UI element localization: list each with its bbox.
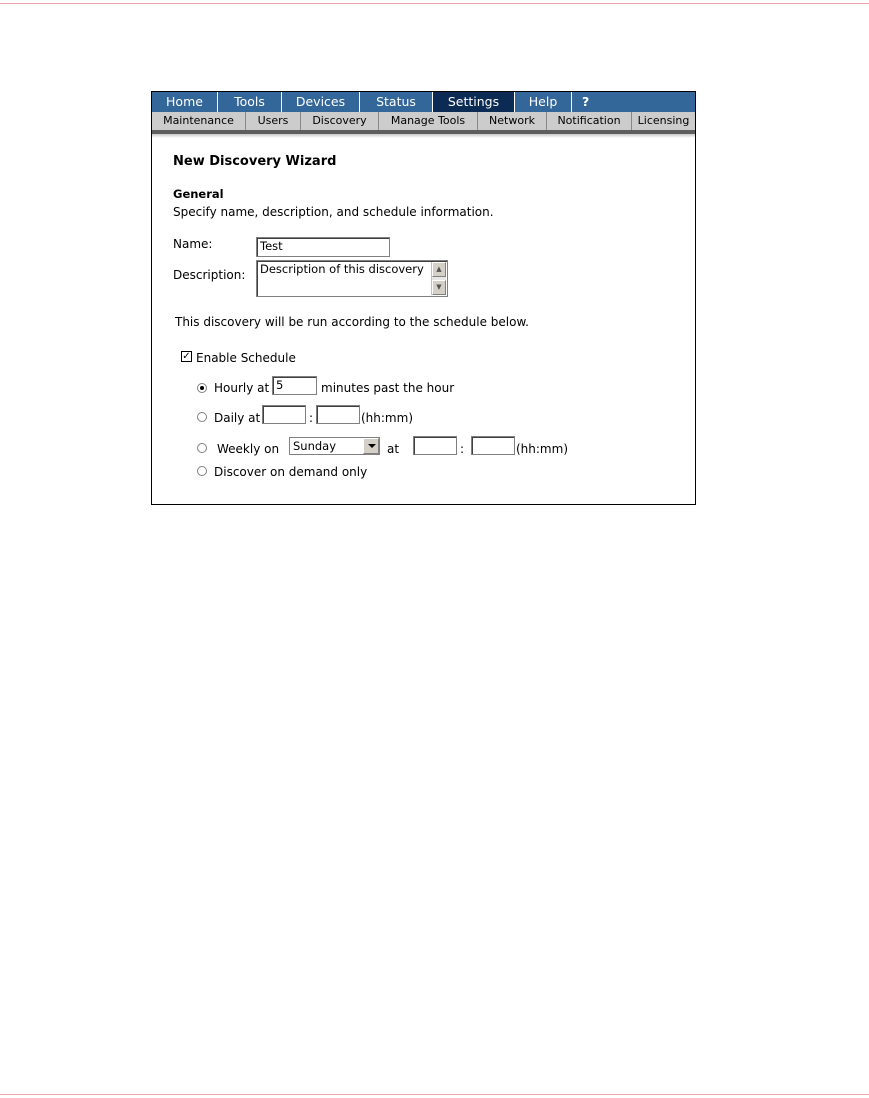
enable-schedule-label[interactable]: Enable Schedule	[196, 351, 296, 365]
hourly-radio[interactable]	[197, 383, 207, 393]
main-tab-tools[interactable]: Tools	[218, 92, 282, 112]
sub-tab-manage-tools[interactable]: Manage Tools	[379, 112, 478, 130]
sub-tab-discovery[interactable]: Discovery	[301, 112, 379, 130]
main-tab-home[interactable]: Home	[152, 92, 218, 112]
daily-hour-field[interactable]	[262, 405, 306, 424]
weekly-at-label: at	[387, 442, 400, 456]
description-scrollbar[interactable]	[431, 262, 446, 295]
on-demand-radio[interactable]	[197, 466, 207, 476]
weekly-radio[interactable]	[197, 443, 207, 453]
description-label: Description:	[173, 268, 246, 282]
main-tab-settings[interactable]: Settings	[433, 92, 515, 112]
weekly-minute-field[interactable]	[471, 436, 515, 455]
sub-tab-licensing[interactable]: Licensing	[637, 114, 690, 127]
weekly-label[interactable]: Weekly on	[217, 442, 280, 456]
hourly-suffix: minutes past the hour	[321, 381, 455, 395]
daily-minute-field[interactable]	[316, 405, 360, 424]
daily-radio[interactable]	[197, 412, 207, 422]
name-label: Name:	[173, 237, 213, 251]
main-tab-status[interactable]: Status	[360, 92, 433, 112]
sub-tab-network[interactable]: Network	[478, 112, 547, 130]
scroll-down-icon[interactable]: ▼	[432, 280, 446, 295]
scroll-up-icon[interactable]: ▲	[432, 262, 446, 277]
page-bottom-rule	[0, 1094, 869, 1095]
main-tab-help[interactable]: Help	[515, 92, 572, 112]
enable-schedule-checkbox[interactable]: ✓	[182, 351, 191, 362]
sub-tab-users[interactable]: Users	[246, 112, 301, 130]
description-text: Description of this discovery	[260, 262, 424, 276]
daily-label[interactable]: Daily at	[214, 411, 261, 425]
hourly-minutes-field[interactable]: 5	[272, 376, 317, 395]
daily-time-separator: :	[309, 411, 314, 425]
weekly-time-format: (hh:mm)	[516, 442, 568, 456]
name-field[interactable]: Test	[256, 237, 390, 257]
description-field[interactable]	[256, 260, 448, 297]
discovery-wizard-window	[151, 91, 696, 505]
schedule-note: This discovery will be run according to the schedule below.	[175, 315, 529, 329]
sub-nav	[152, 112, 695, 134]
chevron-down-icon[interactable]	[363, 438, 379, 454]
nav-shadow	[152, 134, 695, 138]
help-question-icon[interactable]: ?	[572, 92, 695, 112]
main-tab-devices[interactable]: Devices	[282, 92, 360, 112]
sub-tab-maintenance[interactable]: Maintenance	[152, 112, 246, 130]
weekly-hour-field[interactable]	[413, 436, 457, 455]
on-demand-label[interactable]: Discover on demand only	[214, 465, 368, 479]
weekly-time-separator: :	[460, 442, 465, 456]
page-top-rule	[0, 3, 869, 4]
sub-tab-notification[interactable]: Notification	[547, 112, 632, 130]
section-heading: General	[173, 187, 224, 201]
weekly-day-select[interactable]	[289, 437, 380, 455]
daily-time-format: (hh:mm)	[361, 411, 413, 425]
instructions-text: Specify name, description, and schedule information.	[173, 205, 494, 219]
main-nav	[152, 92, 695, 112]
weekly-day-value: Sunday	[293, 439, 337, 453]
wizard-title: New Discovery Wizard	[173, 154, 337, 169]
hourly-label[interactable]: Hourly at	[214, 381, 270, 395]
